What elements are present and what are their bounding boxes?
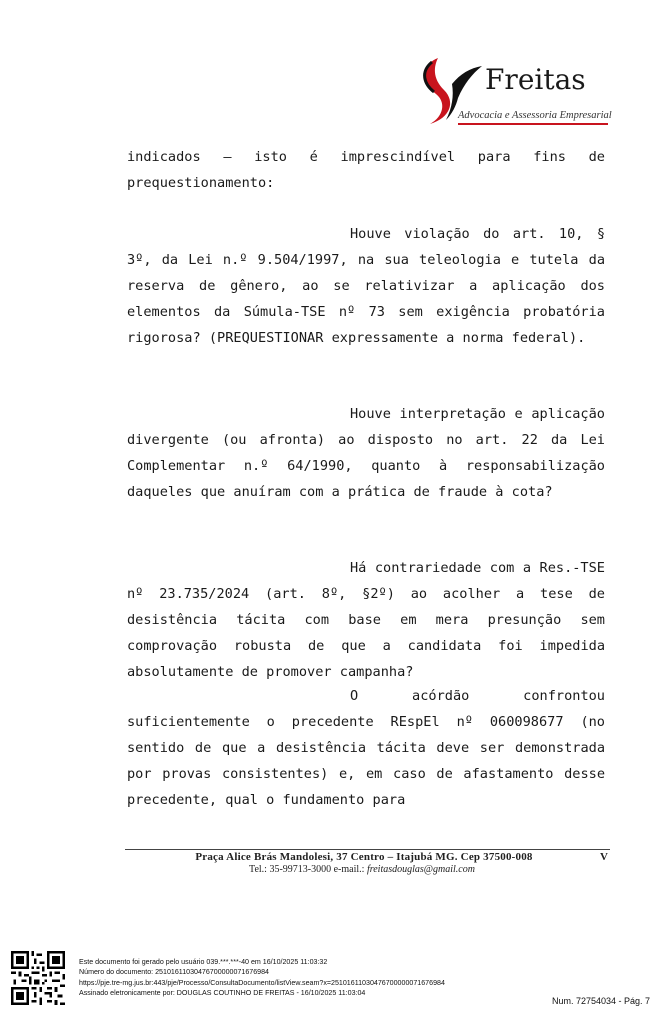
- brand-underline: [458, 123, 608, 125]
- paragraph-text: Houve interpretação e aplicação divergente (ou afronta) ao disposto no art. 22 da Lei Complementar n.º 64/1990, quanto à responsabilização daqueles que anuíram com a prática de fraude à cota?: [127, 406, 605, 500]
- contact-prefix: Tel.: 35-99713-3000 e-mail.:: [249, 864, 365, 875]
- signature-block: [79, 957, 445, 999]
- signature-generated-line: Este documento foi gerado pelo usuário 039.***.***-40 em 16/10/2025 11:03:32: [79, 958, 328, 966]
- paragraph-text: Houve violação do art. 10, § 3º, da Lei n.º 9.504/1997, na sua teleologia e tutela da reserva de gênero, ao se relativizar a aplicação dos elementos da Súmula-TSE nº 73 sem exigência probatória rigorosa? (PREQUESTIONAR expressamente a norma federal).: [127, 226, 605, 346]
- paragraph-text: indicados — isto é imprescindível para fins de prequestionamento:: [127, 149, 605, 191]
- paragraph-text: O acórdão confrontou suficientemente o precedente REspEl nº 060098677 (no sentido de que a desistência tácita deve ser demonstrada por provas consistentes) e, em caso de afastamento desse precedente, qual o fundamento para: [127, 688, 605, 808]
- address-text: Praça Alice Brás Mandolesi, 37 Centro – Itajubá MG. Cep 37500-008: [195, 851, 533, 863]
- signature-document-number: Número do documento: 25101611030476700000071676984: [79, 968, 269, 977]
- contact-email[interactable]: freitasdouglas@gmail.com: [366, 864, 475, 875]
- paragraph-question-1: [127, 221, 605, 351]
- paragraph-text: Há contrariedade com a Res.-TSE nº 23.735/2024 (art. 8º, §2º) ao acolher a tese de desistência tácita com base em mera presunção sem comprovação robusta de que a candidata foi impedida absolutamente de promover campanha?: [127, 560, 605, 680]
- paragraph-question-4: [127, 683, 605, 813]
- footer-divider: [125, 849, 610, 850]
- brand-name: Freitas: [485, 63, 586, 96]
- signature-signed-by: Assinado eletronicamente por: DOUGLAS COUTINHO DE FREITAS - 16/10/2025 11:03:04: [79, 989, 366, 998]
- footer-address: [0, 851, 668, 863]
- firm-logo: [416, 54, 612, 130]
- footer-edge-mark: V: [600, 851, 608, 863]
- paragraph-question-3: [127, 555, 605, 685]
- brand-tagline: Advocacia e Assessoria Empresarial: [458, 110, 612, 121]
- paragraph-question-2: [127, 401, 605, 505]
- paragraph-intro: [127, 144, 605, 196]
- footer-contact: [0, 864, 668, 875]
- page-number: Num. 72754034 - Pág. 7: [552, 996, 651, 1006]
- qr-code-icon: [11, 951, 65, 1005]
- signature-url-link[interactable]: https://pje.tre-mg.jus.br:443/pje/Processo/ConsultaDocumento/listView.seam?x=25101611030476700000071676984: [79, 978, 445, 987]
